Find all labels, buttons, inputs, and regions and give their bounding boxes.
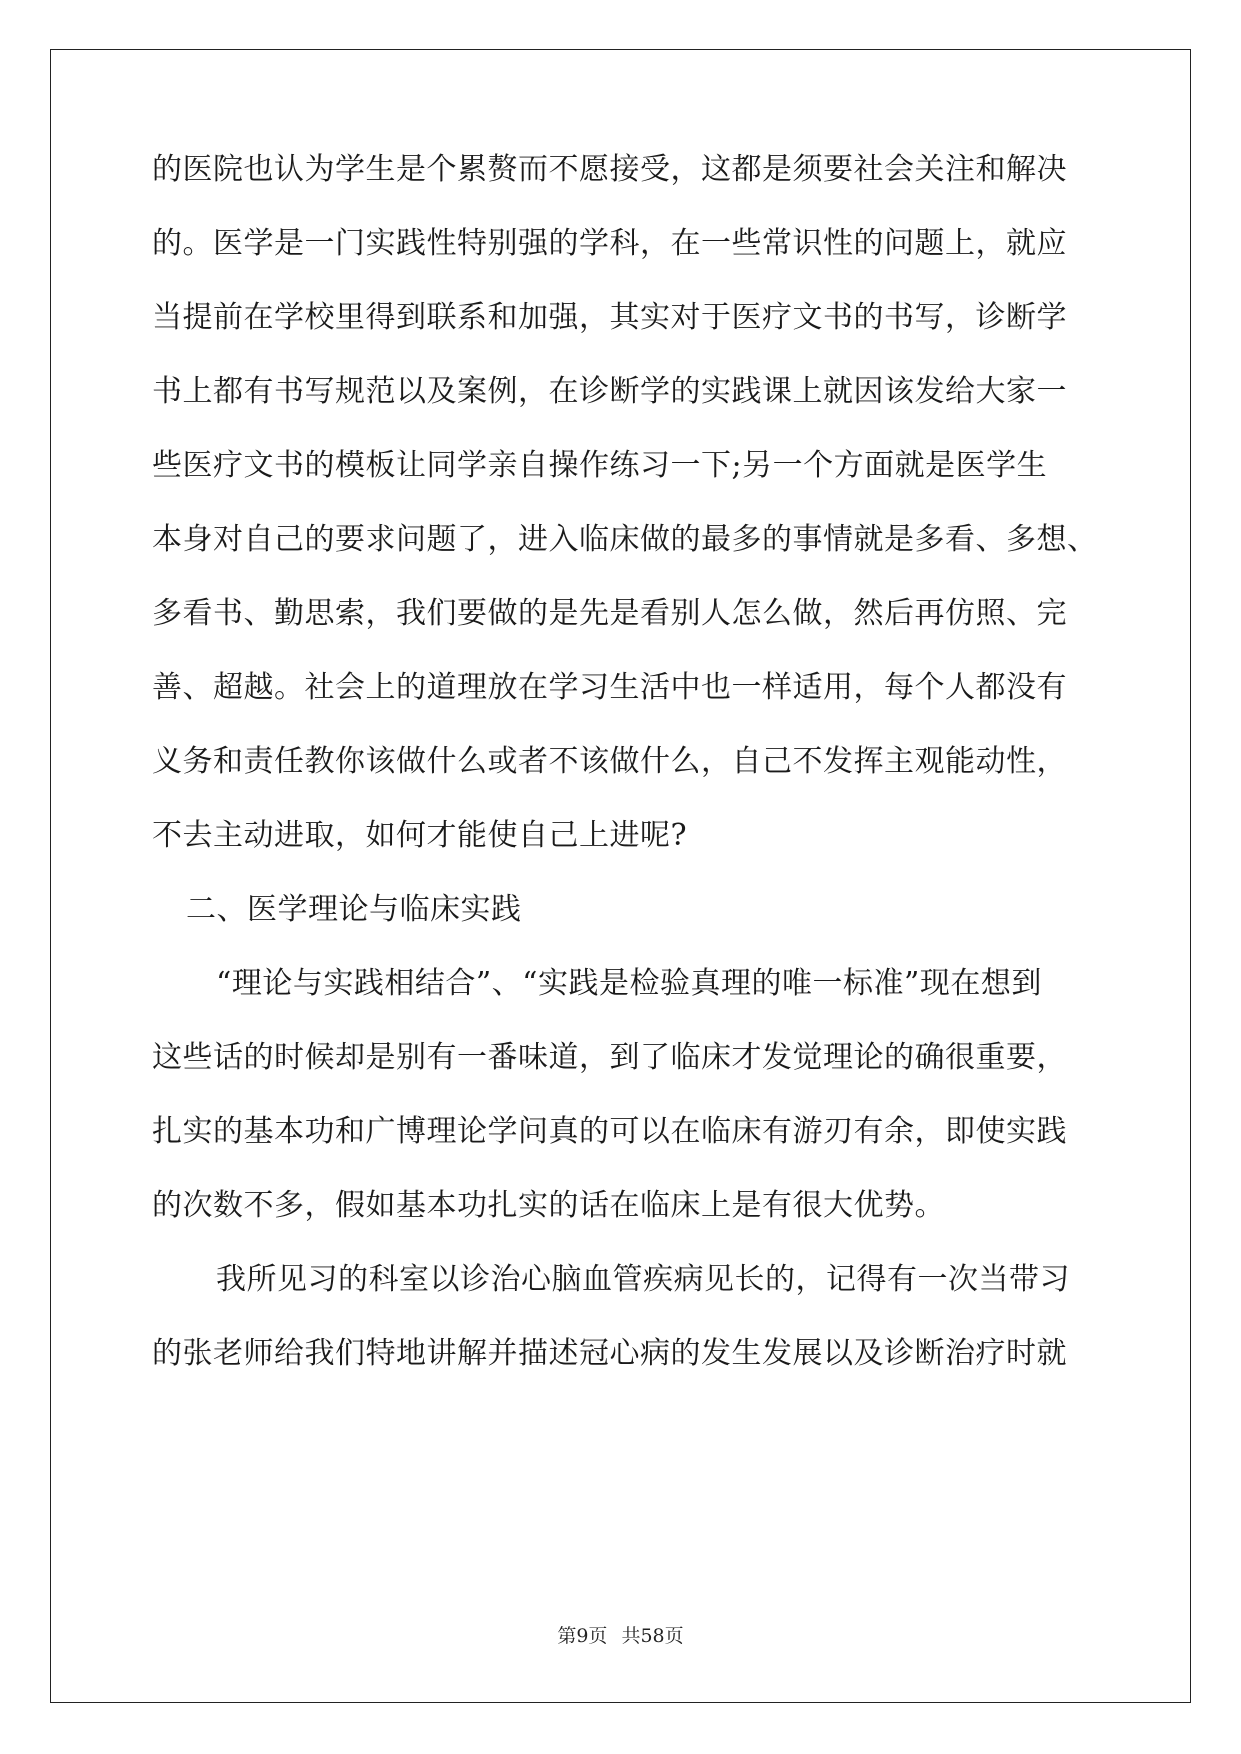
- text-line: 的次数不多，假如基本功扎实的话在临床上是有很大优势。: [152, 1188, 945, 1223]
- text-line: 些医疗文书的模板让同学亲自操作练习一下;另一个方面就是医学生: [152, 448, 1048, 483]
- section-heading: 二、医学理论与临床实践: [186, 892, 522, 927]
- text-line: 这些话的时候却是别有一番味道，到了临床才发觉理论的确很重要，: [152, 1040, 1067, 1075]
- text-line: 义务和责任教你该做什么或者不该做什么，自己不发挥主观能动性，: [152, 744, 1067, 779]
- text-line: 的医院也认为学生是个累赘而不愿接受，这都是须要社会关注和解决: [152, 152, 1067, 187]
- text-line: 的张老师给我们特地讲解并描述冠心病的发生发展以及诊断治疗时就: [152, 1336, 1067, 1371]
- page-number: 第9页: [557, 1625, 608, 1647]
- text-line: 当提前在学校里得到联系和加强，其实对于医疗文书的书写，诊断学: [152, 300, 1067, 335]
- text-line: “理论与实践相结合”、“实践是检验真理的唯一标准”现在想到: [216, 966, 1042, 1001]
- text-line: 我所见习的科室以诊治心脑血管疾病见长的，记得有一次当带习: [216, 1262, 1070, 1297]
- text-line: 书上都有书写规范以及案例，在诊断学的实践课上就因该发给大家一: [152, 374, 1067, 409]
- text-line: 本身对自己的要求问题了，进入临床做的最多的事情就是多看、多想、: [152, 522, 1098, 557]
- text-line: 不去主动进取，如何才能使自己上进呢?: [152, 818, 688, 853]
- text-line: 扎实的基本功和广博理论学问真的可以在临床有游刃有余，即使实践: [152, 1114, 1067, 1149]
- text-line: 善、超越。社会上的道理放在学习生活中也一样适用，每个人都没有: [152, 670, 1067, 705]
- text-line: 的。医学是一门实践性特别强的学科，在一些常识性的问题上，就应: [152, 226, 1067, 261]
- page-count: 共58页: [621, 1625, 684, 1647]
- text-line: 多看书、勤思索，我们要做的是先是看别人怎么做，然后再仿照、完: [152, 596, 1067, 631]
- page-footer: [0, 1624, 1241, 1648]
